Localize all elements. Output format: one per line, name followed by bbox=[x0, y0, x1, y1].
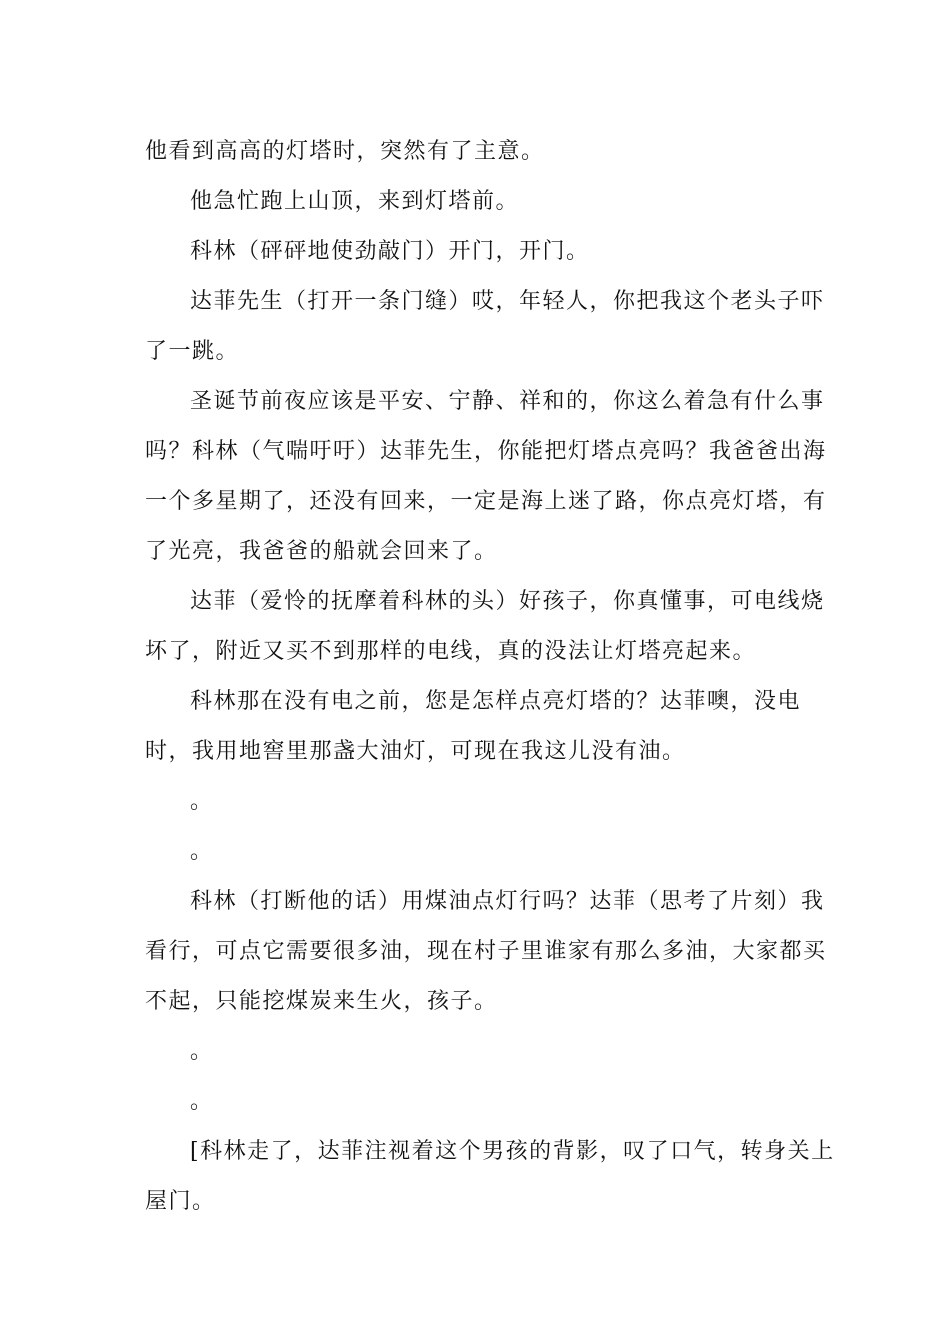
paragraph-10: 科林（打断他的话）用煤油点灯行吗？达菲（思考了片刻）我看行，可点它需要很多油，现在村子里谁家有那么多油，大家都买不起，只能挖煤炭来生火，孩子。 bbox=[145, 889, 827, 1014]
paragraph-5: 圣诞节前夜应该是平安、宁静、祥和的，你这么着急有什么事吗？科林（气喘吁吁）达菲先生，你能把灯塔点亮吗？我爸爸出海一个多星期了，还没有回来，一定是海上迷了路，你点亮灯塔，有了光亮，我爸爸的船就会回来了。 bbox=[145, 389, 827, 564]
paragraph-3: 科林（砰砰地使劲敲门）开门，开门。 bbox=[190, 239, 590, 264]
paragraph-7: 科林那在没有电之前，您是怎样点亮灯塔的？达菲噢，没电时，我用地窖里那盏大油灯，可现在我这儿没有油。 bbox=[145, 689, 802, 764]
paragraph-1: 他看到高高的灯塔时，突然有了主意。 bbox=[145, 139, 545, 164]
paragraph-13: [科林走了，达菲注视着这个男孩的背影，叹了口气，转身关上屋门。 bbox=[145, 1139, 835, 1214]
paragraph-6: 达菲（爱怜的抚摩着科林的头）好孩子，你真懂事，可电线烧坏了，附近又买不到那样的电线，真的没法让灯塔亮起来。 bbox=[145, 589, 825, 664]
paragraph-9: 。 bbox=[190, 839, 214, 864]
paragraph-11: 。 bbox=[190, 1039, 214, 1064]
document-body bbox=[145, 127, 835, 1227]
paragraph-4: 达菲先生（打开一条门缝）哎，年轻人，你把我这个老头子吓了一跳。 bbox=[145, 289, 825, 364]
paragraph-2: 他急忙跑上山顶，来到灯塔前。 bbox=[190, 189, 520, 214]
paragraph-8: 。 bbox=[190, 789, 214, 814]
paragraph-12: 。 bbox=[190, 1089, 214, 1114]
